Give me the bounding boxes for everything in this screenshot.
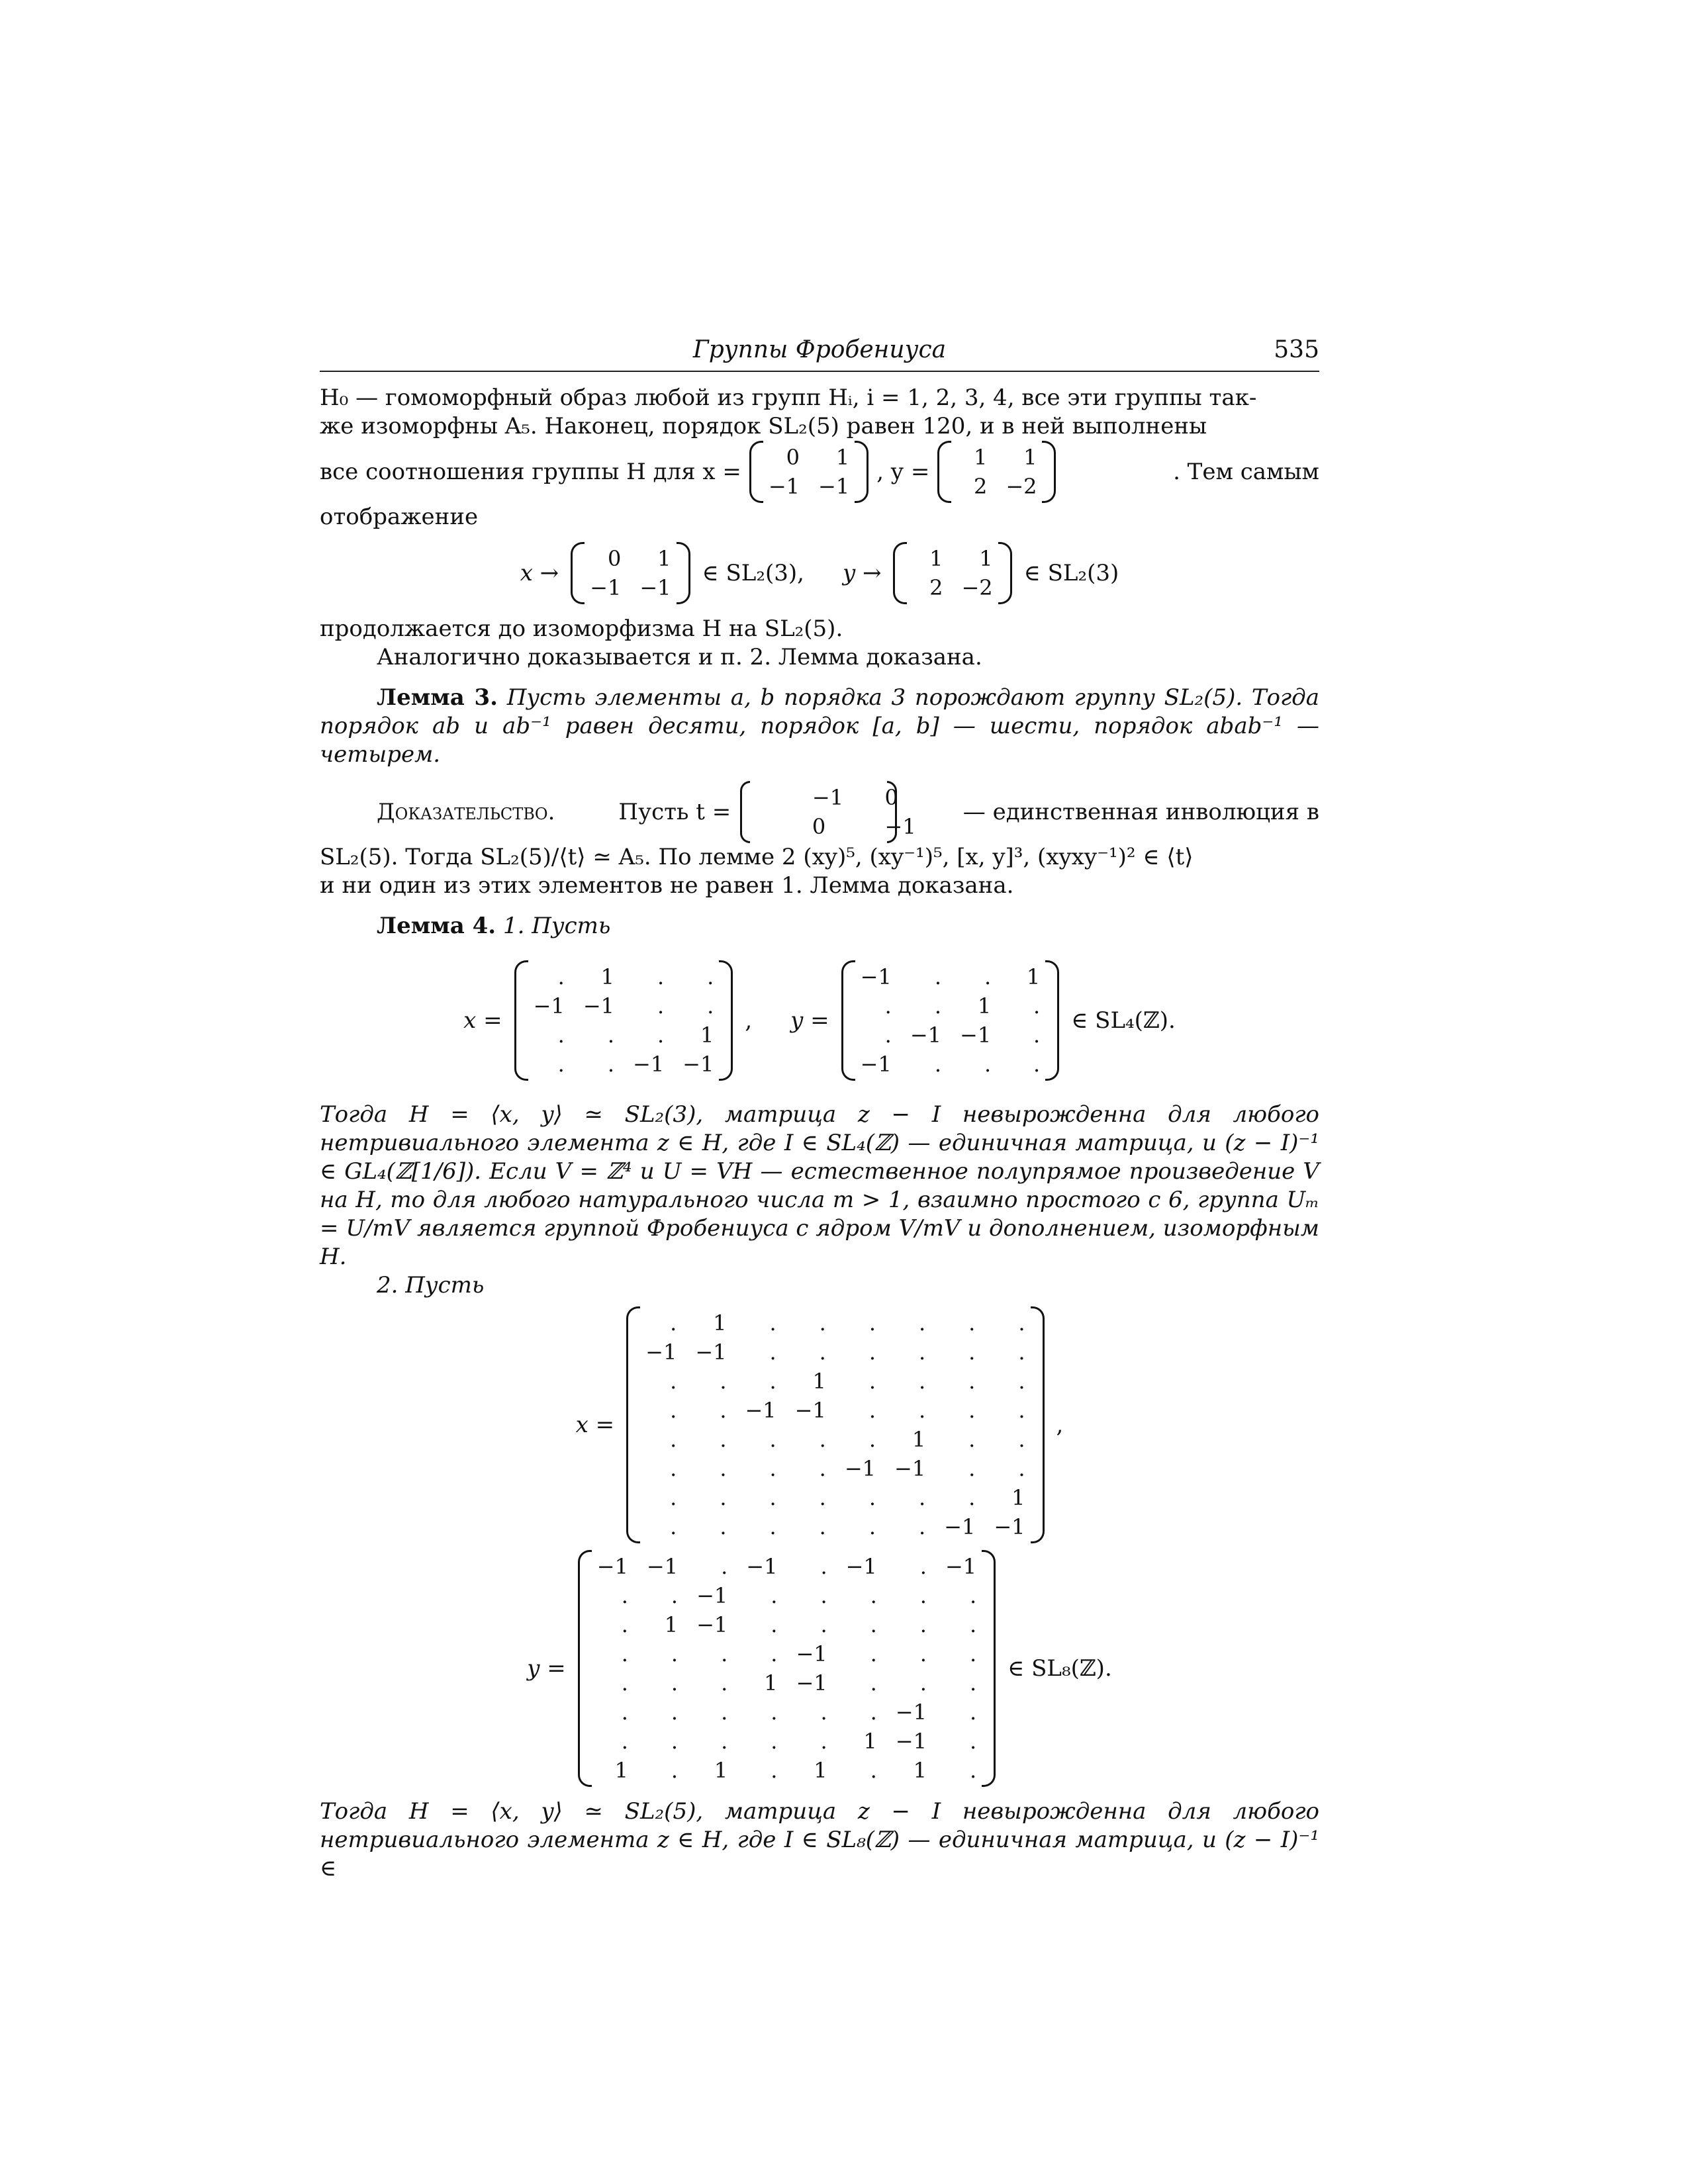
matrix-cell: . <box>1018 1369 1025 1394</box>
matrix-cell: . <box>919 1310 926 1336</box>
matrix-cell: . <box>671 1729 679 1754</box>
matrix-cell: . <box>870 1612 877 1637</box>
matrix-grid <box>907 542 998 604</box>
matrix-cell: . <box>870 1583 877 1608</box>
matrix-cell: . <box>819 1310 826 1336</box>
matrix-cell: . <box>657 964 665 989</box>
matrix-cell: −1 <box>794 1398 826 1423</box>
matrix-cell: . <box>671 1758 679 1783</box>
matrix-cell: . <box>721 1554 728 1579</box>
matrix-cell: . <box>670 1456 677 1481</box>
matrix-cell: −1 <box>945 1554 977 1579</box>
matrix-cell: . <box>934 1052 942 1077</box>
left-paren <box>937 441 951 503</box>
proof3-line3: и ни один из этих элементов не равен 1. Лемма доказана. <box>320 872 1014 899</box>
matrix-cell: −1 <box>944 1514 976 1539</box>
matrix-cell: . <box>968 1485 976 1510</box>
matrix-cell: 1 <box>977 993 992 1019</box>
matrix-cell: . <box>769 1456 776 1481</box>
matrix-cell: . <box>657 1023 665 1048</box>
matrix-cell: . <box>969 1729 977 1754</box>
matrix-x8 <box>626 1306 1044 1543</box>
display-map: x → 0 1 −1 −1 ∈ SL₂(3), y → 1 1 2 −2 ∈ SL₂(3) <box>320 542 1319 604</box>
matrix-cell: . <box>769 1340 776 1365</box>
matrix-cell: −1 <box>633 1052 665 1077</box>
matrix-grid <box>592 1550 982 1787</box>
matrix-cell: . <box>819 1340 826 1365</box>
matrix-cell: . <box>870 1758 877 1783</box>
matrix-cell: . <box>968 1427 976 1452</box>
matrix-cell: . <box>820 1729 827 1754</box>
matrix-cell: 1 <box>835 445 850 470</box>
matrix-grid <box>750 781 916 843</box>
right-paren <box>855 441 868 503</box>
matrix-cell: . <box>721 1729 728 1754</box>
matrix-cell: . <box>969 1758 977 1783</box>
matrix-cell: . <box>868 1398 876 1423</box>
para1-line3: все соотношения группы H для x = 0 1 −1 −1 , y = 1 1 2 −2 . Тем самым <box>320 441 1319 503</box>
left-paren <box>578 1550 592 1787</box>
matrix-cell: . <box>968 1398 976 1423</box>
matrix-grid <box>855 960 1046 1081</box>
matrix-cell: . <box>671 1670 679 1696</box>
lemma4-text2: Тогда H = ⟨x, y⟩ ≃ SL₂(5), матрица z − I невырожденна для любого нетривиального элемента z ∈ H, где I ∈ SL₈(ℤ) — единичная матрица, и (z − I)⁻¹ ∈ <box>320 1798 1319 1882</box>
matrix-cell: . <box>934 964 942 989</box>
proof3-line1: Доказательство. Пусть t = −1 0 0 −1 — единственная инволюция в <box>320 781 1319 843</box>
matrix-cell: −1 <box>696 1612 728 1637</box>
matrix-cell: 0 <box>812 814 826 839</box>
matrix-cell: −2 <box>961 575 993 600</box>
right-paren <box>719 960 733 1081</box>
proof-label: Доказательство. <box>377 798 555 825</box>
matrix-cell: 1 <box>714 1758 728 1783</box>
matrix-cell: . <box>671 1641 679 1666</box>
left-paren <box>514 960 528 1081</box>
matrix-cell: . <box>557 1052 565 1077</box>
matrix-cell: . <box>870 1700 877 1725</box>
matrix-cell: . <box>1018 1340 1025 1365</box>
matrix-cell: . <box>670 1485 677 1510</box>
matrix-cell: . <box>621 1583 628 1608</box>
para1-line2: же изоморфны A₅. Наконец, порядок SL₂(5) равен 120, и в ней выполнены <box>320 413 1207 439</box>
matrix-cell: −1 <box>768 474 800 499</box>
matrix-cell: . <box>670 1369 677 1394</box>
matrix-cell: 1 <box>913 1758 927 1783</box>
matrix-cell: 1 <box>713 1310 727 1336</box>
matrix-grid <box>763 441 855 503</box>
left-paren <box>626 1306 640 1543</box>
matrix-grid <box>640 1306 1030 1543</box>
matrix-y8 <box>578 1550 996 1787</box>
lemma4-label: Лемма 4. <box>377 913 496 939</box>
matrix-cell: −1 <box>533 993 565 1019</box>
matrix-cell: . <box>919 1641 927 1666</box>
para2-line2: Аналогично доказывается и п. 2. Лемма доказана. <box>377 644 982 670</box>
matrix-cell: . <box>771 1758 778 1783</box>
matrix-cell: −1 <box>860 1052 892 1077</box>
matrix-cell: −1 <box>796 1641 827 1666</box>
matrix-cell: . <box>969 1612 977 1637</box>
matrix-cell: . <box>771 1583 778 1608</box>
matrix-cell: . <box>621 1700 628 1725</box>
matrix-cell: . <box>919 1670 927 1696</box>
matrix-grid <box>585 542 676 604</box>
matrix-cell: . <box>969 1700 977 1725</box>
matrix-cell: 1 <box>657 546 671 571</box>
matrix-cell: . <box>819 1514 826 1539</box>
matrix-cell: −1 <box>860 964 892 989</box>
matrix-cell: −1 <box>910 1023 942 1048</box>
matrix-x2-display <box>571 542 690 604</box>
matrix-cell: . <box>1018 1398 1025 1423</box>
matrix-cell: . <box>621 1641 628 1666</box>
matrix-cell: . <box>621 1670 628 1696</box>
matrix-cell: . <box>670 1427 677 1452</box>
matrix-cell: . <box>870 1641 877 1666</box>
matrix-cell: . <box>968 1456 976 1481</box>
matrix-cell: . <box>868 1369 876 1394</box>
matrix-cell: . <box>769 1485 776 1510</box>
matrix-cell: . <box>868 1427 876 1452</box>
matrix-cell: . <box>919 1514 926 1539</box>
matrix-cell: 1 <box>1026 964 1041 989</box>
matrix-cell: −2 <box>1006 474 1037 499</box>
matrix-cell: . <box>968 1369 976 1394</box>
matrix-cell: 0 <box>607 546 622 571</box>
matrix-cell: . <box>1018 1310 1025 1336</box>
matrix-cell: . <box>720 1456 727 1481</box>
matrix-cell: 1 <box>764 1670 778 1696</box>
proof3-line2: SL₂(5). Тогда SL₂(5)/⟨t⟩ ≃ A₅. По лемме 2 (xy)⁵, (xy⁻¹)⁵, [x, y]³, (xyxy⁻¹)² ∈ ⟨t⟩ <box>320 844 1194 870</box>
matrix-cell: −1 <box>884 814 916 839</box>
matrix-cell: −1 <box>696 1583 728 1608</box>
matrix-cell: 1 <box>1023 445 1037 470</box>
matrix-grid <box>951 441 1042 503</box>
matrix-cell: . <box>621 1729 628 1754</box>
matrix-cell: −1 <box>596 1554 628 1579</box>
running-header <box>320 331 1319 372</box>
right-paren <box>982 1550 996 1787</box>
matrix-cell: 2 <box>973 474 988 499</box>
matrix-cell: . <box>670 1398 677 1423</box>
matrix-cell: . <box>919 1554 927 1579</box>
matrix-cell: 0 <box>786 445 800 470</box>
matrix-cell: . <box>1018 1427 1025 1452</box>
matrix-cell: −1 <box>682 1052 714 1077</box>
matrix-cell: . <box>671 1700 679 1725</box>
matrix-cell: . <box>771 1641 778 1666</box>
matrix-cell: −1 <box>695 1340 727 1365</box>
matrix-cell: . <box>968 1310 976 1336</box>
matrix-cell: . <box>1018 1456 1025 1481</box>
matrix-cell: −1 <box>812 785 844 810</box>
matrix-cell: −1 <box>796 1670 827 1696</box>
matrix-y4 <box>841 960 1060 1081</box>
matrix-cell: 0 <box>884 785 898 810</box>
left-paren <box>740 781 750 843</box>
matrix-cell: 1 <box>814 1758 827 1783</box>
lemma3-text: Пусть элементы a, b порядка 3 порождают группу SL₂(5). Тогда порядок ab и ab⁻¹ равен десяти, порядок [a, b] — шести, порядок abab⁻¹ — четырем. <box>320 684 1319 768</box>
matrix-cell: . <box>670 1514 677 1539</box>
right-paren <box>1031 1306 1045 1543</box>
matrix-cell: . <box>919 1340 926 1365</box>
matrix-cell: 1 <box>812 1369 826 1394</box>
matrix-cell: −1 <box>590 575 622 600</box>
matrix-x4 <box>514 960 733 1081</box>
matrix-cell: −1 <box>960 1023 992 1048</box>
right-paren <box>998 542 1012 604</box>
matrix-cell: . <box>820 1612 827 1637</box>
matrix-cell: . <box>720 1514 727 1539</box>
matrix-cell: . <box>771 1612 778 1637</box>
lemma3 <box>320 684 1319 769</box>
matrix-cell: . <box>820 1554 827 1579</box>
display-y8: y = −1 −1 . −1 . −1 . −1 . . −1 . . . . . . 1 −1 . . . . . . . . . −1 . . . . . . 1 −1 . . . . . . . . . −1 . . . . . . 1 −1 . 1 . 1 . 1 . 1 . ∈ SL₈(ℤ). <box>320 1550 1319 1787</box>
matrix-cell: . <box>721 1670 728 1696</box>
matrix-cell: 1 <box>929 546 943 571</box>
matrix-cell: . <box>1033 993 1041 1019</box>
matrix-cell: . <box>870 1670 877 1696</box>
matrix-cell: 1 <box>973 445 988 470</box>
matrix-cell: 1 <box>912 1427 926 1452</box>
matrix-cell: . <box>720 1485 727 1510</box>
matrix-cell: . <box>720 1398 727 1423</box>
matrix-cell: . <box>769 1427 776 1452</box>
matrix-cell: 2 <box>929 575 943 600</box>
matrix-cell: . <box>868 1310 876 1336</box>
matrix-y2-display <box>893 542 1011 604</box>
matrix-cell: . <box>721 1641 728 1666</box>
matrix-cell: . <box>769 1310 776 1336</box>
right-paren <box>887 781 897 843</box>
matrix-cell: 1 <box>614 1758 628 1783</box>
matrix-cell: −1 <box>895 1729 927 1754</box>
matrix-cell: . <box>707 964 714 989</box>
matrix-cell: . <box>771 1700 778 1725</box>
matrix-cell: . <box>984 1052 992 1077</box>
left-paren <box>749 441 763 503</box>
matrix-cell: . <box>884 993 892 1019</box>
matrix-cell: . <box>1033 1052 1041 1077</box>
right-paren <box>677 542 690 604</box>
matrix-grid <box>528 960 720 1081</box>
para1-line1: H₀ — гомоморфный образ любой из групп Hᵢ, i = 1, 2, 3, 4, все эти группы так- <box>320 385 1257 411</box>
matrix-cell: . <box>919 1485 926 1510</box>
lemma4-head: Лемма 4. 1. Пусть <box>377 913 611 939</box>
matrix-cell: . <box>557 964 565 989</box>
matrix-cell: . <box>721 1700 728 1725</box>
display-lemma4-1: x = . 1 . . −1 −1 . . . . . 1 . . −1 −1 , y = −1 . . 1 . . 1 . . −1 −1 . −1 . . . ∈ SL₄(ℤ). <box>320 960 1319 1081</box>
matrix-x2 <box>749 441 868 503</box>
matrix-cell: . <box>707 993 714 1019</box>
matrix-cell: −1 <box>894 1456 926 1481</box>
matrix-cell: . <box>919 1398 926 1423</box>
page <box>320 331 1319 1883</box>
matrix-cell: 1 <box>863 1729 877 1754</box>
matrix-y2 <box>937 441 1056 503</box>
display-x8: x = . 1 . . . . . . −1 −1 . . . . . . . . . 1 . . . . . . −1 −1 . . . . . . . . . 1 . . . . . . −1 −1 . . . . . . . . . 1 . . . . . . −1 −1 , <box>320 1306 1319 1543</box>
matrix-cell: −1 <box>639 575 671 600</box>
lemma3-label: Лемма 3. <box>377 684 498 711</box>
right-paren <box>1042 441 1056 503</box>
matrix-cell: . <box>819 1427 826 1452</box>
matrix-cell: . <box>919 1369 926 1394</box>
matrix-cell: . <box>720 1369 727 1394</box>
matrix-cell: . <box>670 1310 677 1336</box>
matrix-cell: . <box>557 1023 565 1048</box>
matrix-cell: . <box>819 1456 826 1481</box>
header-title: Группы Фробениуса <box>692 336 947 363</box>
matrix-cell: −1 <box>994 1514 1025 1539</box>
matrix-cell: . <box>984 964 992 989</box>
para2-line1: продолжается до изоморфизма H на SL₂(5). <box>320 615 843 642</box>
matrix-cell: . <box>771 1729 778 1754</box>
matrix-cell: . <box>621 1612 628 1637</box>
matrix-cell: . <box>969 1583 977 1608</box>
matrix-cell: . <box>607 1023 614 1048</box>
matrix-cell: −1 <box>646 1554 679 1579</box>
matrix-cell: . <box>657 993 665 1019</box>
matrix-cell: . <box>919 1583 927 1608</box>
matrix-cell: . <box>884 1023 892 1048</box>
matrix-cell: −1 <box>645 1340 677 1365</box>
matrix-cell: . <box>671 1583 679 1608</box>
matrix-t <box>740 781 916 843</box>
para1-line4: отображение <box>320 504 479 530</box>
matrix-cell: −1 <box>745 1398 776 1423</box>
matrix-cell: . <box>868 1340 876 1365</box>
matrix-cell: . <box>820 1700 827 1725</box>
matrix-cell: . <box>1033 1023 1041 1048</box>
matrix-cell: . <box>969 1670 977 1696</box>
matrix-cell: . <box>820 1583 827 1608</box>
lemma4-item2: 2. Пусть <box>377 1272 485 1298</box>
matrix-cell: . <box>769 1369 776 1394</box>
right-paren <box>1045 960 1059 1081</box>
matrix-cell: . <box>868 1514 876 1539</box>
left-paren <box>841 960 855 1081</box>
matrix-cell: −1 <box>844 1456 876 1481</box>
left-paren <box>571 542 585 604</box>
matrix-cell: . <box>969 1641 977 1666</box>
matrix-cell: −1 <box>895 1700 927 1725</box>
matrix-cell: . <box>968 1340 976 1365</box>
lemma4-text1: Тогда H = ⟨x, y⟩ ≃ SL₂(3), матрица z − I невырожденна для любого нетривиального элемента z ∈ H, где I ∈ SL₄(ℤ) — единичная матрица, и (z − I)⁻¹ ∈ GL₄(ℤ[1/6]). Если V = ℤ⁴ и U = VH — естественное полупрямое произведение V на H, то для любого натурального числа m > 1, взаимно простого с 6, группа Uₘ = U/mV является группой Фробениуса с ядром V/mV и дополнением, изоморфным H. <box>320 1101 1319 1270</box>
matrix-cell: −1 <box>845 1554 877 1579</box>
matrix-cell: −1 <box>818 474 850 499</box>
matrix-cell: . <box>819 1485 826 1510</box>
matrix-cell: 1 <box>979 546 993 571</box>
matrix-cell: 1 <box>664 1612 679 1637</box>
matrix-cell: 1 <box>600 964 614 989</box>
matrix-cell: . <box>919 1612 927 1637</box>
matrix-cell: −1 <box>746 1554 778 1579</box>
matrix-cell: 1 <box>1011 1485 1025 1510</box>
matrix-cell: . <box>868 1485 876 1510</box>
matrix-cell: . <box>934 993 942 1019</box>
matrix-cell: . <box>769 1514 776 1539</box>
matrix-cell: 1 <box>700 1023 714 1048</box>
matrix-cell: −1 <box>583 993 614 1019</box>
matrix-cell: . <box>607 1052 614 1077</box>
matrix-cell: . <box>720 1427 727 1452</box>
left-paren <box>893 542 907 604</box>
page-number: 535 <box>1274 336 1319 363</box>
